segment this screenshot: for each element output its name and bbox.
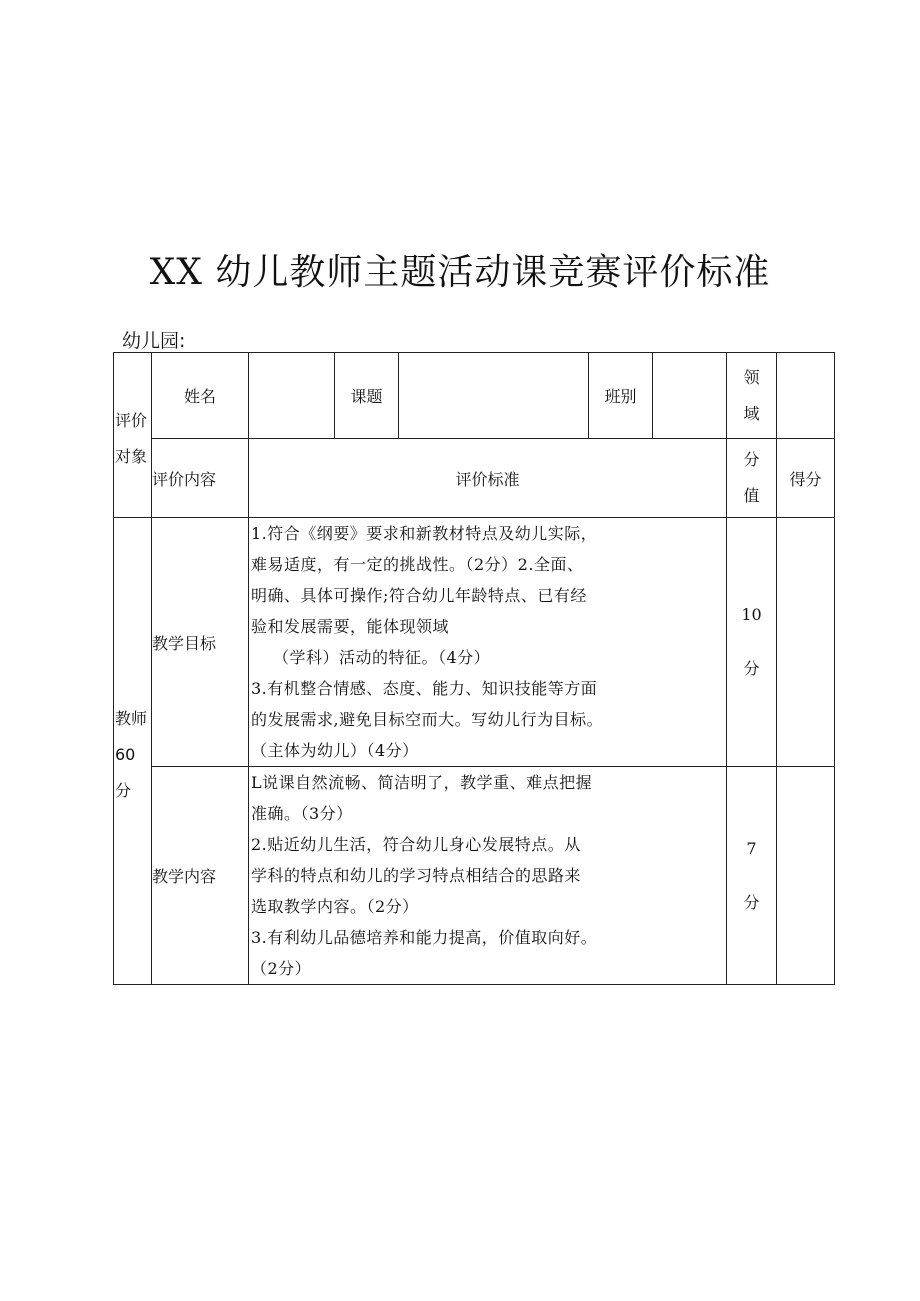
- content-cell: 教学目标: [152, 518, 249, 767]
- content-cell: 教学内容: [152, 767, 249, 985]
- standard-line: 明确、具体可操作;符合幼儿年龄特点、已有经: [251, 586, 587, 605]
- points-line2: 值: [743, 486, 760, 505]
- points-header: [727, 439, 777, 518]
- points-unit: 分: [743, 659, 760, 678]
- standard-line: （学科）活动的特征。（4分）: [273, 648, 491, 667]
- standard-line: （主体为幼儿）（4分）: [251, 741, 419, 760]
- topic-label: 课题: [335, 353, 399, 439]
- page-title: [0, 244, 920, 295]
- standard-line: （2分）: [251, 959, 312, 978]
- standard-cell: [249, 767, 727, 985]
- points-line1: 分: [743, 450, 760, 469]
- class-value: [653, 353, 727, 439]
- kindergarten-label: 幼儿园:: [122, 330, 186, 352]
- standard-cell: [249, 518, 727, 767]
- topic-value: [399, 353, 589, 439]
- score-header: 得分: [777, 439, 835, 518]
- eval-standard-header: 评价标准: [249, 439, 727, 518]
- standard-line: 3.有利幼儿品德培养和能力提高，价值取向好。: [251, 928, 598, 947]
- standard-line: 选取教学内容。（2分）: [251, 897, 419, 916]
- score-cell: [777, 767, 835, 985]
- standard-line: 3.有机整合情感、态度、能力、知识技能等方面: [251, 679, 598, 698]
- standard-line: 2.贴近幼儿生活，符合幼儿身心发展特点。从: [251, 835, 581, 854]
- score-cell: [777, 518, 835, 767]
- standard-line: 准确。（3分）: [251, 804, 353, 823]
- standard-line: L说课自然流畅、简洁明了，教学重、难点把握: [251, 773, 593, 792]
- section-line1: 教师: [115, 709, 148, 728]
- standard-line: 学科的特点和幼儿的学习特点相结合的思路来: [251, 866, 582, 885]
- teacher-section-cell: [114, 518, 152, 985]
- title-main: 幼儿教师主题活动课竞赛评价标准: [215, 252, 771, 293]
- standard-line: 1.符合《纲要》要求和新教材特点及幼儿实际，: [251, 524, 598, 543]
- standard-line: 的发展需求,避免目标空而大。写幼儿行为目标。: [251, 710, 604, 729]
- points-cell: [727, 767, 777, 985]
- domain-line1: 领: [743, 367, 760, 387]
- points-cell: [727, 518, 777, 767]
- points-unit: 分: [743, 892, 760, 912]
- section-line3: 分: [115, 781, 132, 800]
- name-value: [249, 353, 335, 439]
- title-prefix: XX: [149, 252, 203, 293]
- section-line2: 60: [115, 745, 136, 764]
- evaluation-table: [113, 352, 835, 985]
- eval-content-header: 评价内容: [152, 439, 249, 518]
- domain-label: [727, 353, 777, 439]
- points-number: 10: [741, 605, 762, 624]
- standard-line: 验和发展需要，能体现领域: [251, 617, 450, 636]
- eval-object-line1: 评价: [115, 411, 148, 430]
- class-label: 班别: [589, 353, 653, 439]
- name-label: 姓名: [152, 353, 249, 439]
- points-number: 7: [746, 838, 757, 858]
- domain-line2: 域: [743, 403, 760, 423]
- domain-value: [777, 353, 835, 439]
- eval-object-line2: 对象: [115, 447, 148, 466]
- eval-object-cell: [114, 353, 152, 518]
- standard-line: 难易适度，有一定的挑战性。（2分）2.全面、: [251, 555, 584, 574]
